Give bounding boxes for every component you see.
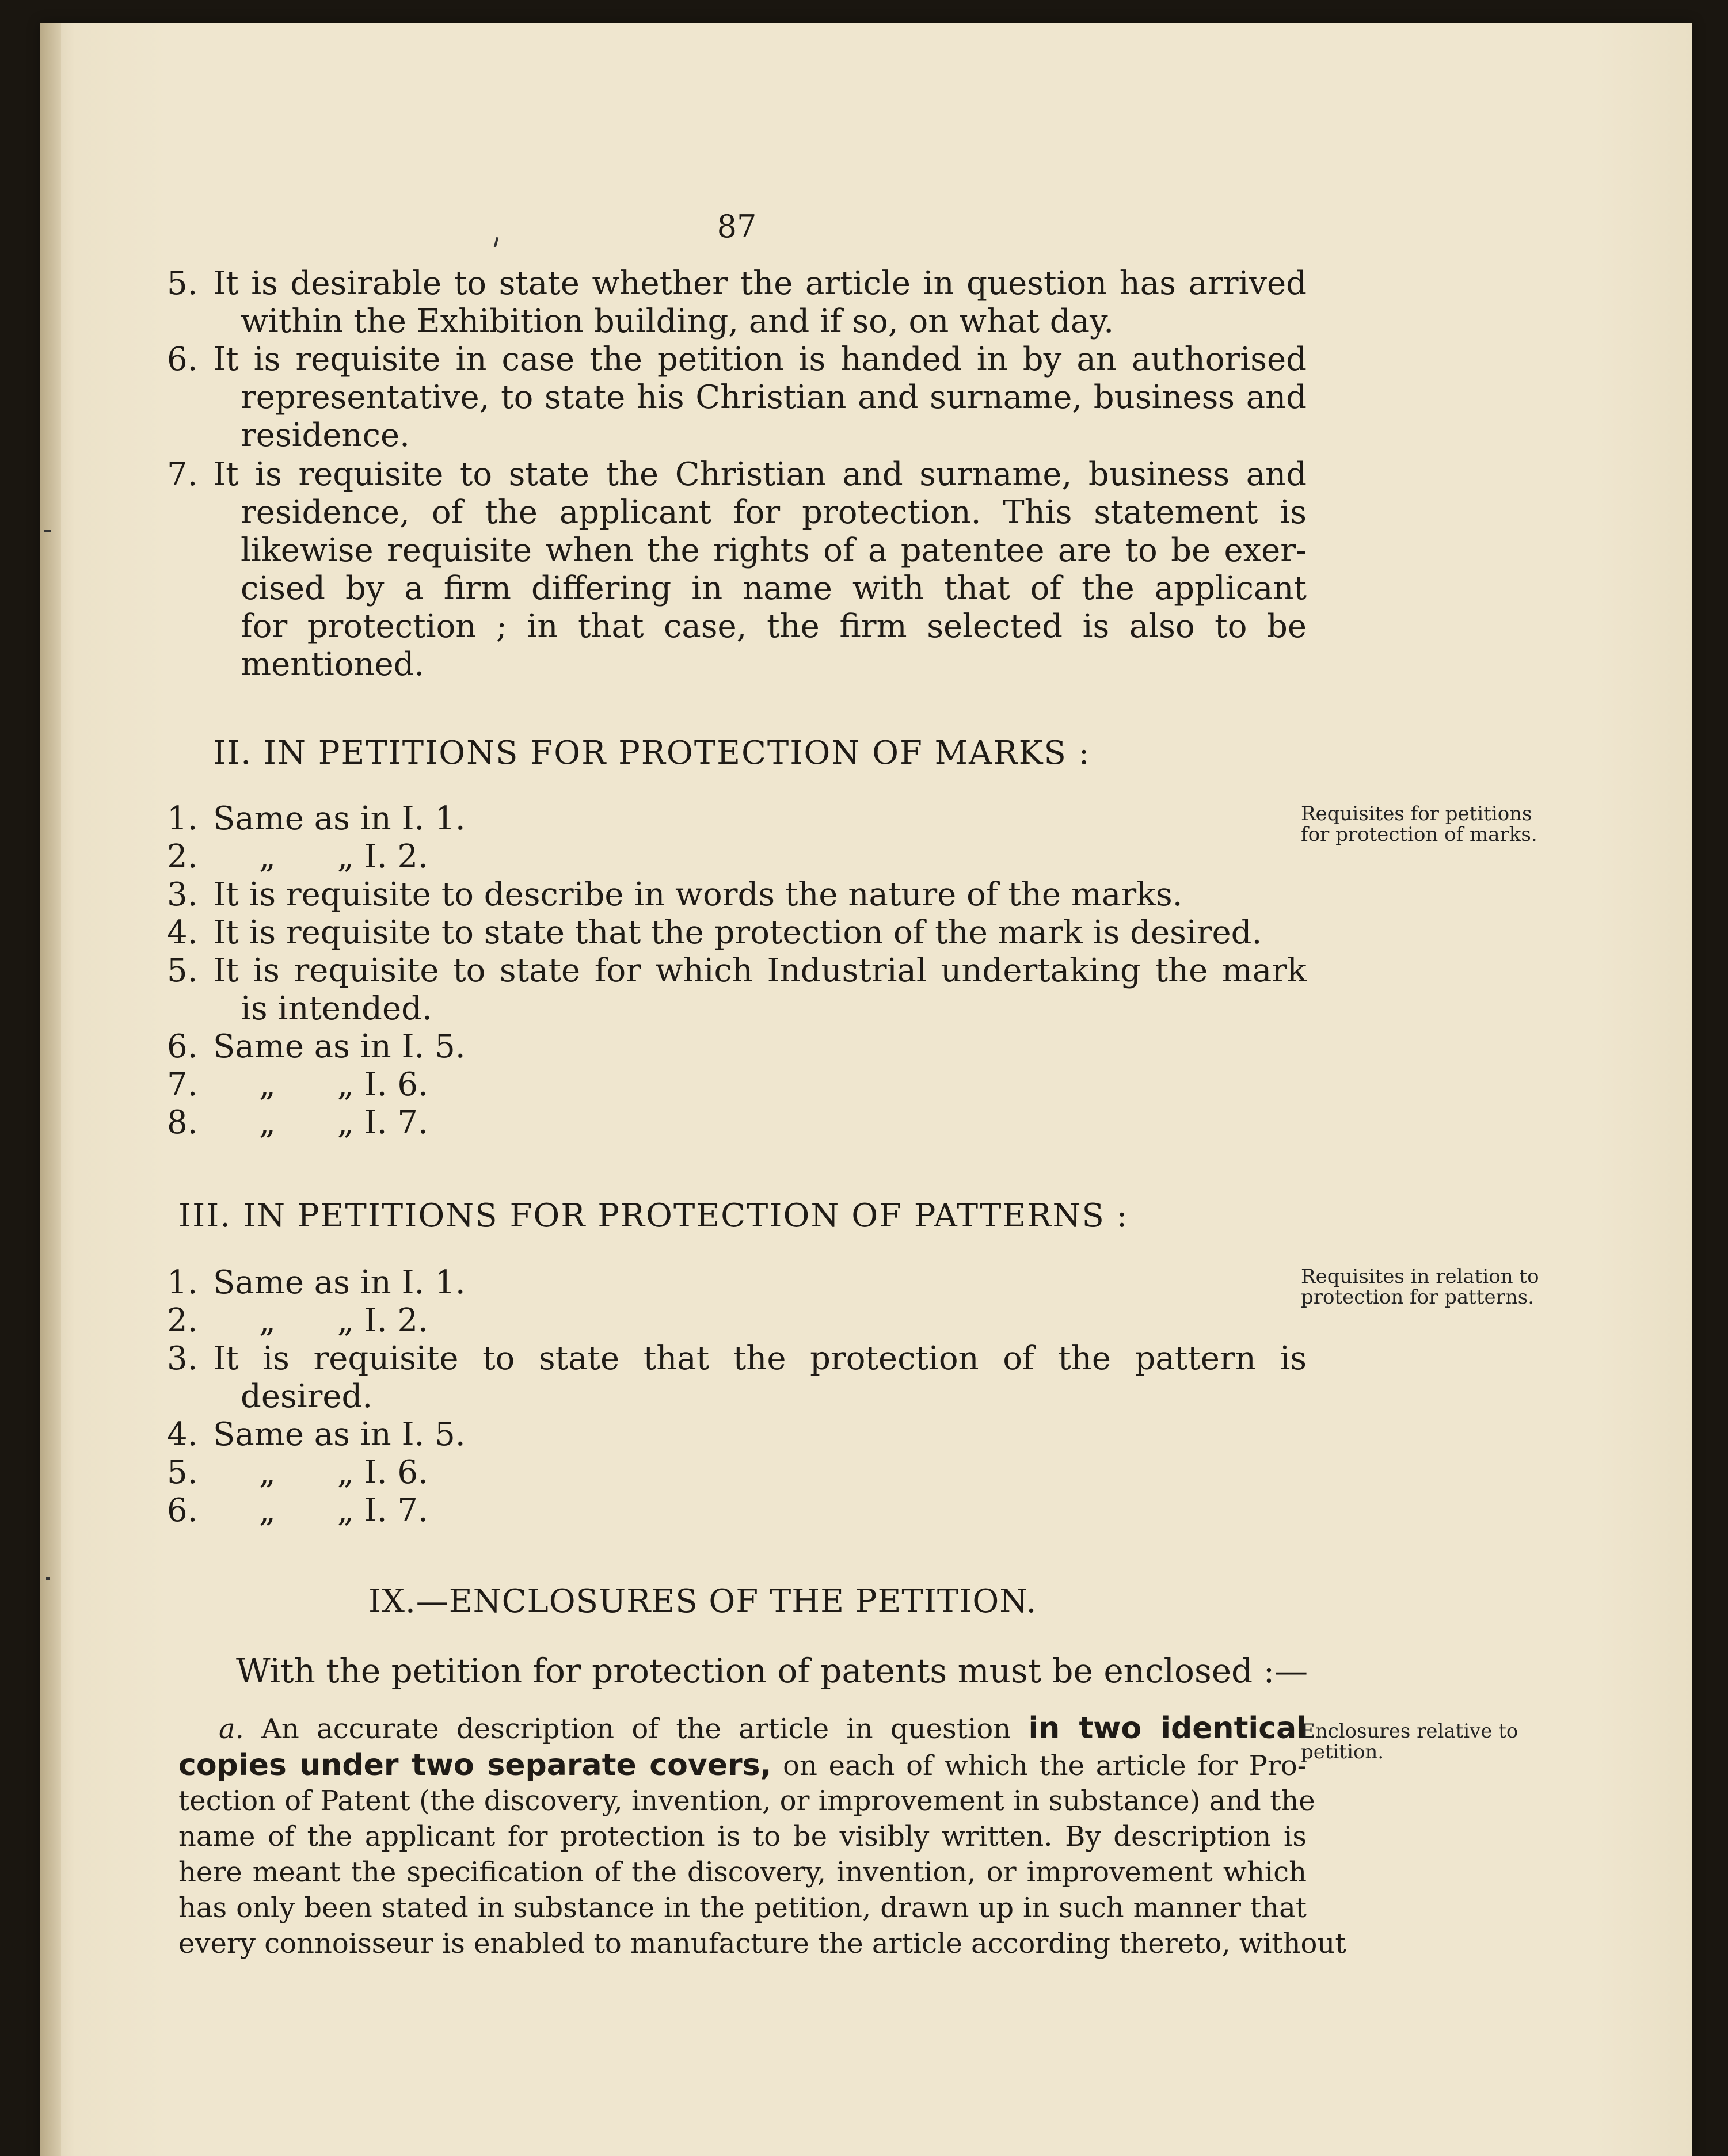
- para-a-line-6: has only been stated in substance in the petition, drawn up in such manner that: [178, 1892, 1307, 1924]
- item-line: „ „ I. 7.: [259, 1104, 428, 1141]
- item-line: Same as in I. 5.: [213, 1028, 466, 1065]
- item-number: 4.: [167, 1416, 198, 1453]
- para-a-bold: in two identical: [1028, 1711, 1307, 1746]
- item-number: 1.: [167, 800, 198, 837]
- para-a-label: a.: [219, 1713, 244, 1745]
- item-number: 6.: [167, 1492, 198, 1529]
- item-number: 6.: [167, 341, 198, 378]
- item-number: 5.: [167, 265, 198, 302]
- item-number: 2.: [167, 1302, 198, 1339]
- margin-note-patterns: Requisites in relation to protection for patterns.: [1301, 1265, 1539, 1309]
- item-line: It is requisite in case the petition is handed in by an authorised: [213, 341, 1307, 378]
- margin-note-enclosures: Enclosures relative to petition.: [1301, 1720, 1518, 1763]
- item-line: It is requisite to describe in words the nature of the marks.: [213, 876, 1183, 913]
- page-text: [40, 23, 1692, 2156]
- item-line: „ „ I. 2.: [259, 838, 428, 875]
- item-line: „ „ I. 2.: [259, 1302, 428, 1339]
- item-line: It is requisite to state the Christian and surname, business and: [213, 456, 1307, 493]
- para-a-line-4: name of the applicant for protection is to be visibly written. By description is: [178, 1820, 1307, 1853]
- section-heading-patterns: III. IN PETITIONS FOR PROTECTION OF PATTERNS :: [178, 1197, 1129, 1235]
- item-line: It is requisite to state for which Industrial undertaking the mark: [213, 952, 1307, 989]
- item-line: for protection ; in that case, the firm selected is also to be: [241, 608, 1307, 645]
- section-heading-marks: II. IN PETITIONS FOR PROTECTION OF MARKS :: [213, 734, 1091, 772]
- book-page: [40, 23, 1692, 2156]
- item-number: 8.: [167, 1104, 198, 1141]
- page-number: 87: [717, 208, 757, 245]
- item-number: 7.: [167, 1066, 198, 1103]
- item-number: 1.: [167, 1264, 198, 1301]
- item-line: mentioned.: [241, 646, 425, 683]
- para-a-line-5: here meant the specification of the discovery, invention, or improvement which: [178, 1856, 1307, 1888]
- ink-speck: [44, 530, 51, 532]
- ink-speck: [494, 237, 499, 247]
- item-line: Same as in I. 1.: [213, 800, 466, 837]
- item-line: cised by a firm differing in name with that of the applicant: [241, 570, 1307, 607]
- item-line: representative, to state his Christian and surname, business and: [241, 379, 1307, 416]
- para-a-line-2: [178, 1746, 1307, 1785]
- item-line: „ „ I. 7.: [259, 1492, 428, 1529]
- item-number: 7.: [167, 456, 198, 493]
- item-number: 5.: [167, 1454, 198, 1491]
- para-a-text: on each of which the article for Pro-: [783, 1750, 1307, 1782]
- section-heading-enclosures: IX.—ENCLOSURES OF THE PETITION.: [368, 1583, 1037, 1620]
- para-a-line-3: tection of Patent (the discovery, invention, or improvement in substance) and the: [178, 1785, 1315, 1817]
- item-line: residence, of the applicant for protection. This statement is: [241, 494, 1307, 531]
- item-line: Same as in I. 1.: [213, 1264, 466, 1301]
- item-number: 3.: [167, 1340, 198, 1377]
- para-a-text: An accurate description of the article in question: [261, 1713, 1029, 1745]
- item-line: Same as in I. 5.: [213, 1416, 466, 1453]
- para-a-line-1: [219, 1709, 1307, 1748]
- item-line: desired.: [241, 1378, 373, 1415]
- item-line: likewise requisite when the rights of a patentee are to be exer-: [241, 532, 1307, 569]
- item-number: 5.: [167, 952, 198, 989]
- para-a-line-7: every connoisseur is enabled to manufacture the article according thereto, without: [178, 1928, 1346, 1960]
- item-number: 2.: [167, 838, 198, 875]
- item-number: 4.: [167, 914, 198, 951]
- item-line: „ „ I. 6.: [259, 1454, 428, 1491]
- item-line: is intended.: [241, 990, 432, 1027]
- enclosures-intro: With the petition for protection of patents must be enclosed :—: [236, 1651, 1308, 1690]
- ink-speck: [46, 1577, 50, 1580]
- margin-note-marks: Requisites for petitions for protection of marks.: [1301, 802, 1537, 846]
- item-line: „ „ I. 6.: [259, 1066, 428, 1103]
- para-a-bold: copies under two separate covers,: [178, 1748, 772, 1782]
- item-number: 6.: [167, 1028, 198, 1065]
- item-line: It is desirable to state whether the article in question has arrived: [213, 265, 1307, 302]
- item-number: 3.: [167, 876, 198, 913]
- item-line: residence.: [241, 417, 410, 454]
- item-line: It is requisite to state that the protection of the mark is desired.: [213, 914, 1262, 951]
- item-line: within the Exhibition building, and if so, on what day.: [241, 303, 1114, 340]
- item-line: It is requisite to state that the protection of the pattern is: [213, 1340, 1307, 1377]
